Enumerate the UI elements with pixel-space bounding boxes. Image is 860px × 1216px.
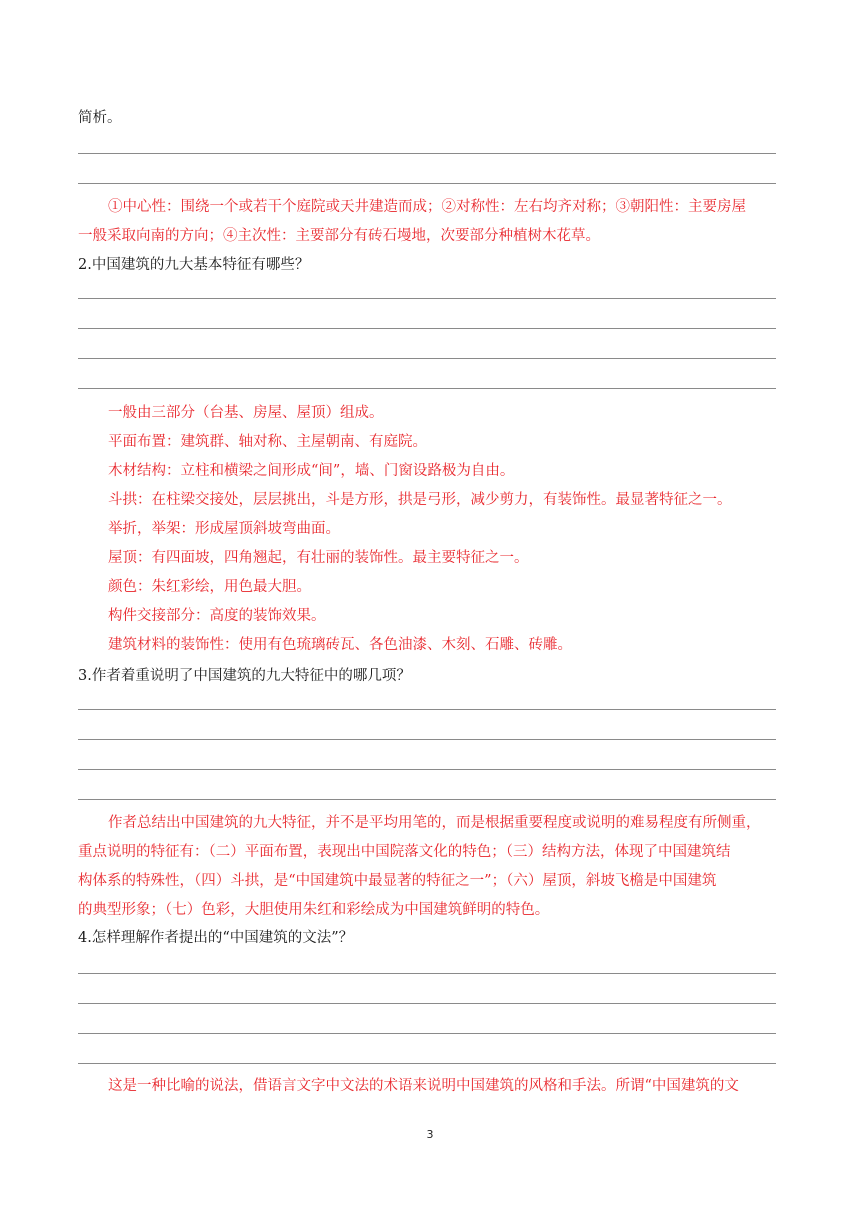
question-3: 3.作者着重说明了中国建筑的九大特征中的哪几项？	[78, 668, 411, 684]
answer-2-line: 木材结构：立柱和横梁之间形成“间”，墙、门窗设路极为自由。	[108, 463, 515, 479]
intro-tail-text: 简析。	[78, 110, 122, 126]
answer-line	[78, 183, 776, 184]
answer-line	[78, 1003, 776, 1004]
answer-4-line: 这是一种比喻的说法，借语言文字中文法的术语来说明中国建筑的风格和手法。所谓“中国建筑的文	[108, 1078, 739, 1094]
answer-3-line: 重点说明的特征有：（二）平面布置，表现出中国院落文化的特色；（三）结构方法，体现了中国建筑结	[78, 844, 731, 860]
question-2: 2.中国建筑的九大基本特征有哪些？	[78, 257, 310, 273]
answer-line	[78, 973, 776, 974]
question-4: 4.怎样理解作者提出的“中国建筑的文法”？	[78, 930, 354, 946]
answer-2-line: 一般由三部分（台基、房屋、屋顶）组成。	[108, 405, 384, 421]
answer-3-line: 构体系的特殊性，（四）斗拱，是“中国建筑中最显著的特征之一”；（六）屋顶，斜坡飞檐是中国建筑	[78, 873, 717, 889]
answer-line	[78, 298, 776, 299]
answer-line	[78, 769, 776, 770]
answer-line	[78, 358, 776, 359]
answer-line	[78, 739, 776, 740]
answer-2-line: 建筑材料的装饰性：使用有色琉璃砖瓦、各色油漆、木刻、石雕、砖雕。	[108, 637, 572, 653]
answer-3-line: 的典型形象；（七）色彩，大胆使用朱红和彩绘成为中国建筑鲜明的特色。	[78, 902, 550, 918]
answer-line	[78, 709, 776, 710]
page-number: 3	[426, 1128, 434, 1141]
answer-line	[78, 388, 776, 389]
answer-2-line: 颜色：朱红彩绘，用色最大胆。	[108, 579, 311, 595]
answer-line	[78, 799, 776, 800]
answer-2-line: 屋顶：有四面坡，四角翘起，有壮丽的装饰性。最主要特征之一。	[108, 550, 529, 566]
answer-line	[78, 153, 776, 154]
answer-line	[78, 1063, 776, 1064]
answer-line	[78, 328, 776, 329]
answer-line	[78, 1033, 776, 1034]
answer-1-line: 一般采取向南的方向；④主次性：主要部分有砖石墁地，次要部分种植树木花草。	[78, 228, 600, 244]
answer-2-line: 平面布置：建筑群、轴对称、主屋朝南、有庭院。	[108, 434, 427, 450]
answer-2-line: 斗拱：在柱梁交接处，层层挑出，斗是方形，拱是弓形，减少剪力，有装饰性。最显著特征之一。	[108, 492, 732, 508]
answer-1-line: ①中心性：围绕一个或若干个庭院或天井建造而成；②对称性：左右均齐对称；③朝阳性：主要房屋	[108, 199, 746, 215]
answer-2-line: 举折，举架：形成屋顶斜坡弯曲面。	[108, 521, 340, 537]
answer-3-line: 作者总结出中国建筑的九大特征，并不是平均用笔的，而是根据重要程度或说明的难易程度有所侧重，	[108, 815, 761, 831]
answer-2-line: 构件交接部分：高度的装饰效果。	[108, 608, 326, 624]
